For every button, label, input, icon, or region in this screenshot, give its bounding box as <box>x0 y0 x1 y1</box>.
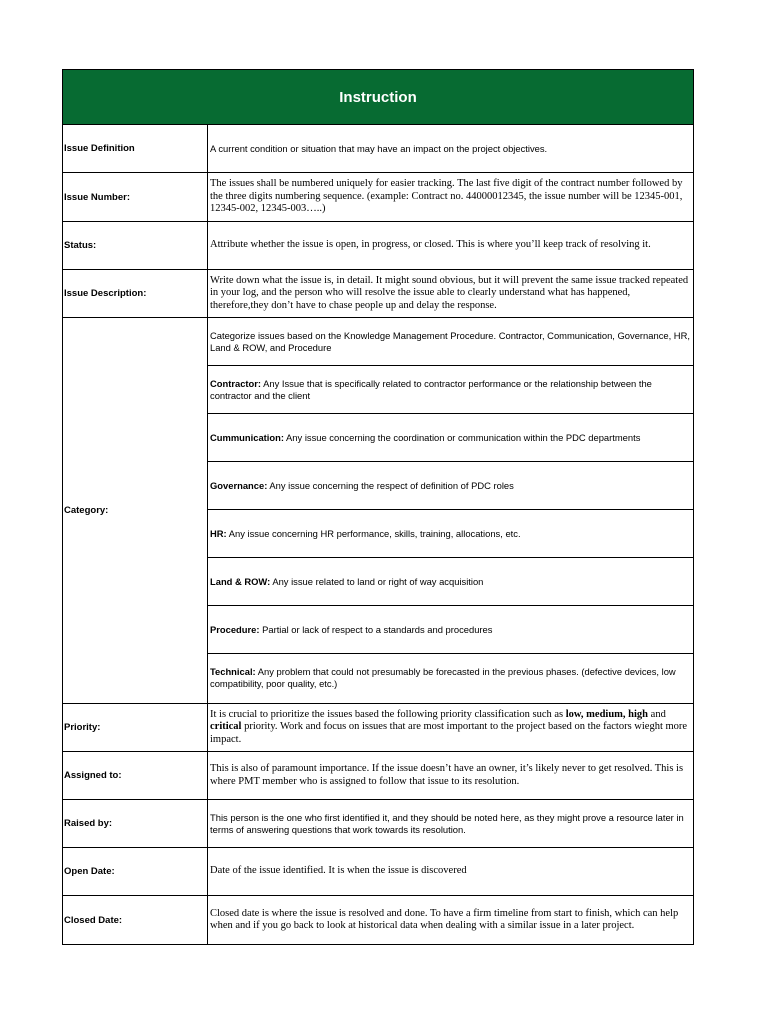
row-value: Attribute whether the issue is open, in progress, or closed. This is where you’ll keep track of resolving it. <box>210 239 651 251</box>
row-label: Priority: <box>63 704 208 751</box>
category-intro: Categorize issues based on the Knowledge Management Procedure. Contractor, Communication, Governance, HR, Land & ROW, and Procedure <box>208 318 693 366</box>
category-item-governance: Governance: Any issue concerning the respect of definition of PDC roles <box>208 462 693 510</box>
category-item-technical: Technical: Any problem that could not presumably be forecasted in the previous phases. (defective devices, low compatibility, poor quality, etc.) <box>210 666 676 689</box>
row-label: Issue Description: <box>63 270 208 317</box>
category-item-procedure: Procedure: Partial or lack of respect to a standards and procedures <box>208 606 693 654</box>
row-label: Assigned to: <box>63 752 208 799</box>
row-category <box>63 318 693 704</box>
category-item-communication: Cummunication: Any issue concerning the coordination or communication within the PDC departments <box>208 414 693 462</box>
row-closed-date <box>63 896 693 944</box>
row-label: Raised by: <box>63 800 208 847</box>
row-priority <box>63 704 693 752</box>
row-value: It is crucial to prioritize the issues based the following priority classification such as low, medium, high and critical priority. Work and focus on issues that are most important to the project based on the factors wieght more impact. <box>210 708 688 745</box>
row-assigned-to <box>63 752 693 800</box>
row-issue-description <box>63 270 693 318</box>
table-title: Instruction <box>63 70 693 125</box>
row-value: This person is the one who first identified it, and they should be noted here, as they might prove a resource later in terms of answering questions that work towards its resolution. <box>210 811 684 835</box>
row-value: A current condition or situation that may have an impact on the project objectives. <box>210 142 548 154</box>
category-item-contractor: Contractor: Any Issue that is specifically related to contractor performance or the relationship between the contractor and the client <box>208 366 693 414</box>
category-list <box>208 318 693 703</box>
category-item-land-row: Land & ROW: Any issue related to land or right of way acquisition <box>208 558 693 606</box>
row-label: Category: <box>63 318 208 703</box>
row-raised-by <box>63 800 693 848</box>
row-label: Closed Date: <box>63 896 208 944</box>
row-value: Write down what the issue is, in detail. It might sound obvious, but it will prevent the same issue tracked repeated in your log, and the person who will resolve the issue able to clearly understand what has happened, therefore,they don’t have to chase people up and delay the response. <box>210 274 689 311</box>
row-issue-number <box>63 173 693 222</box>
row-label: Issue Number: <box>63 173 208 221</box>
row-issue-definition <box>63 125 693 173</box>
row-label: Open Date: <box>63 848 208 895</box>
row-value: Closed date is where the issue is resolved and done. To have a firm timeline from start to finish, which can help when and if you go back to look at historical data when dealing with a similar issue in a later project. <box>210 907 679 931</box>
row-value: Date of the issue identified. It is when the issue is discovered <box>210 865 467 877</box>
row-open-date <box>63 848 693 896</box>
row-label: Issue Definition <box>63 125 208 172</box>
row-value: This is also of paramount importance. If the issue doesn’t have an owner, it’s likely never to get resolved. This is where PMT member who is assigned to follow that issue to its resolution. <box>210 763 684 787</box>
instruction-table <box>62 69 694 945</box>
row-status <box>63 222 693 270</box>
row-label: Status: <box>63 222 208 269</box>
row-value: The issues shall be numbered uniquely for easier tracking. The last five digit of the contract number followed by the three digits numbering sequence. (example: Contract no. 44000012345, the issue number will be 12345-001, 12345-002, 12345-003…..) <box>210 178 683 215</box>
category-item-hr: HR: Any issue concerning HR performance, skills, training, allocations, etc. <box>208 510 693 558</box>
